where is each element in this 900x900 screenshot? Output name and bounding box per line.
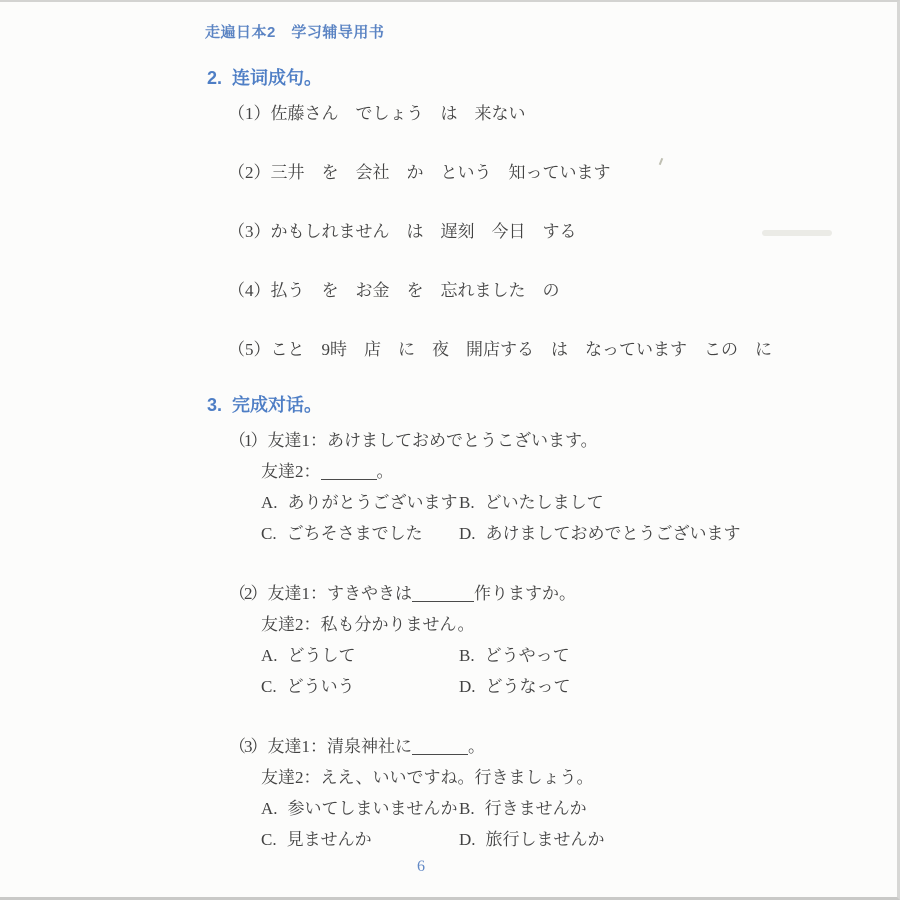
option-d-text: 旅行しませんか: [485, 830, 605, 849]
option-b-label: B.: [459, 646, 475, 665]
option-a-label: A.: [261, 646, 278, 665]
dialog-2-options: [261, 640, 897, 702]
option-a-text: どうして: [287, 646, 356, 665]
dialog-2-option-b: [459, 640, 897, 671]
section-exercise-3: [205, 393, 897, 855]
dialog-3-number: （3）: [229, 737, 266, 756]
option-a-label: A.: [261, 493, 278, 512]
dialog-1-options: [261, 487, 897, 549]
section-2-label: 连词成句。: [232, 68, 323, 88]
dialog-question-1: [229, 425, 897, 549]
page-number: 6: [417, 858, 425, 875]
option-b-label: B.: [459, 799, 475, 818]
dialog-3-speaker-1-text: 友達1：清泉神社に: [267, 737, 412, 756]
option-c-text: ごちそさまでした: [286, 524, 423, 543]
dialog-3-options: [261, 793, 897, 855]
exercise-2-item-2: （2）三井 を 会社 か という 知っています: [228, 163, 611, 182]
dialog-3-line-1-suffix: 。: [468, 737, 485, 756]
option-a-label: A.: [261, 799, 278, 818]
dialog-2-line-1: [229, 578, 897, 609]
dialog-3-speaker-2-text: 友達2：ええ、いいですね。行きましょう。: [261, 768, 594, 787]
option-d-label: D.: [459, 830, 476, 849]
option-d-label: D.: [459, 524, 476, 543]
exercise-2-item-1: （1）佐藤さん でしょう は 来ない: [228, 104, 526, 123]
option-c-label: C.: [261, 524, 277, 543]
dialog-3-option-c: [261, 824, 459, 855]
dialog-1-line-1: [229, 425, 897, 456]
answer-blank: [412, 597, 474, 602]
dialog-1-line-2-suffix: 。: [376, 462, 394, 481]
option-a-text: 参いてしまいませんか: [287, 799, 458, 818]
dialog-2-speaker-1-text: 友達1：すきやきは: [267, 584, 412, 603]
dialog-1-line-2: [261, 456, 897, 487]
dialog-2-line-1-suffix: 作りますか。: [474, 584, 576, 603]
dialog-2-option-d: [459, 671, 897, 702]
option-b-label: B.: [459, 493, 475, 512]
option-a-text: ありがとうございます: [287, 493, 458, 512]
exercise-2-item-3: （3）かもしれません は 遅刻 今日 する: [228, 222, 577, 241]
option-b-text: どいたしまして: [484, 493, 604, 512]
answer-blank: [321, 475, 377, 480]
option-d-text: どうなって: [485, 677, 571, 696]
dialog-1-speaker-1-text: 友達1：あけましておめでとうこざいます。: [267, 431, 598, 450]
dialog-3-option-d: [459, 824, 897, 855]
dialog-2-option-c: [261, 671, 459, 702]
dialog-2-option-a: [261, 640, 459, 671]
dialog-3-line-1: [229, 731, 897, 762]
section-exercise-2: [205, 66, 897, 363]
dialog-1-option-a: [261, 487, 459, 518]
dialog-question-3: [229, 731, 897, 855]
option-b-text: 行きませんか: [484, 799, 587, 818]
book-header: 走遍日本2 学习辅导用书: [205, 24, 385, 41]
dialog-question-2: [229, 578, 897, 702]
dialog-1-option-b: [459, 487, 897, 518]
dialog-1-option-c: [261, 518, 459, 549]
dialog-3-option-b: [459, 793, 897, 824]
section-3-number: 3.: [207, 395, 223, 415]
section-3-label: 完成对话。: [232, 395, 323, 415]
scan-smudge: [762, 230, 832, 236]
exercise-2-item-4: （4）払う を お金 を 忘れました の: [228, 281, 560, 300]
dialog-2-number: （2）: [229, 584, 266, 603]
option-d-text: あけましておめでとうございます: [485, 524, 741, 543]
section-2-title: [207, 66, 897, 90]
dialog-1-speaker-2-text: 友達2：: [261, 462, 321, 481]
dialog-3-line-2: [261, 762, 897, 793]
dialog-3-option-a: [261, 793, 459, 824]
dialog-2-line-2: [261, 609, 897, 640]
option-c-label: C.: [261, 830, 277, 849]
dialog-1-option-d: [459, 518, 897, 549]
answer-blank: [412, 750, 468, 755]
dialog-2-speaker-2-text: 友達2：私も分かりません。: [261, 615, 475, 634]
exercise-2-item-5: （5）こと 9時 店 に 夜 開店する は なっています この に: [228, 340, 772, 359]
section-2-number: 2.: [207, 68, 223, 88]
option-b-text: どうやって: [484, 646, 570, 665]
option-d-label: D.: [459, 677, 476, 696]
option-c-label: C.: [261, 677, 277, 696]
dialog-1-number: （1）: [229, 431, 266, 450]
section-3-title: [207, 393, 897, 417]
page-content: [0, 2, 897, 877]
option-c-text: どういう: [286, 677, 355, 696]
option-c-text: 見ませんか: [286, 830, 372, 849]
